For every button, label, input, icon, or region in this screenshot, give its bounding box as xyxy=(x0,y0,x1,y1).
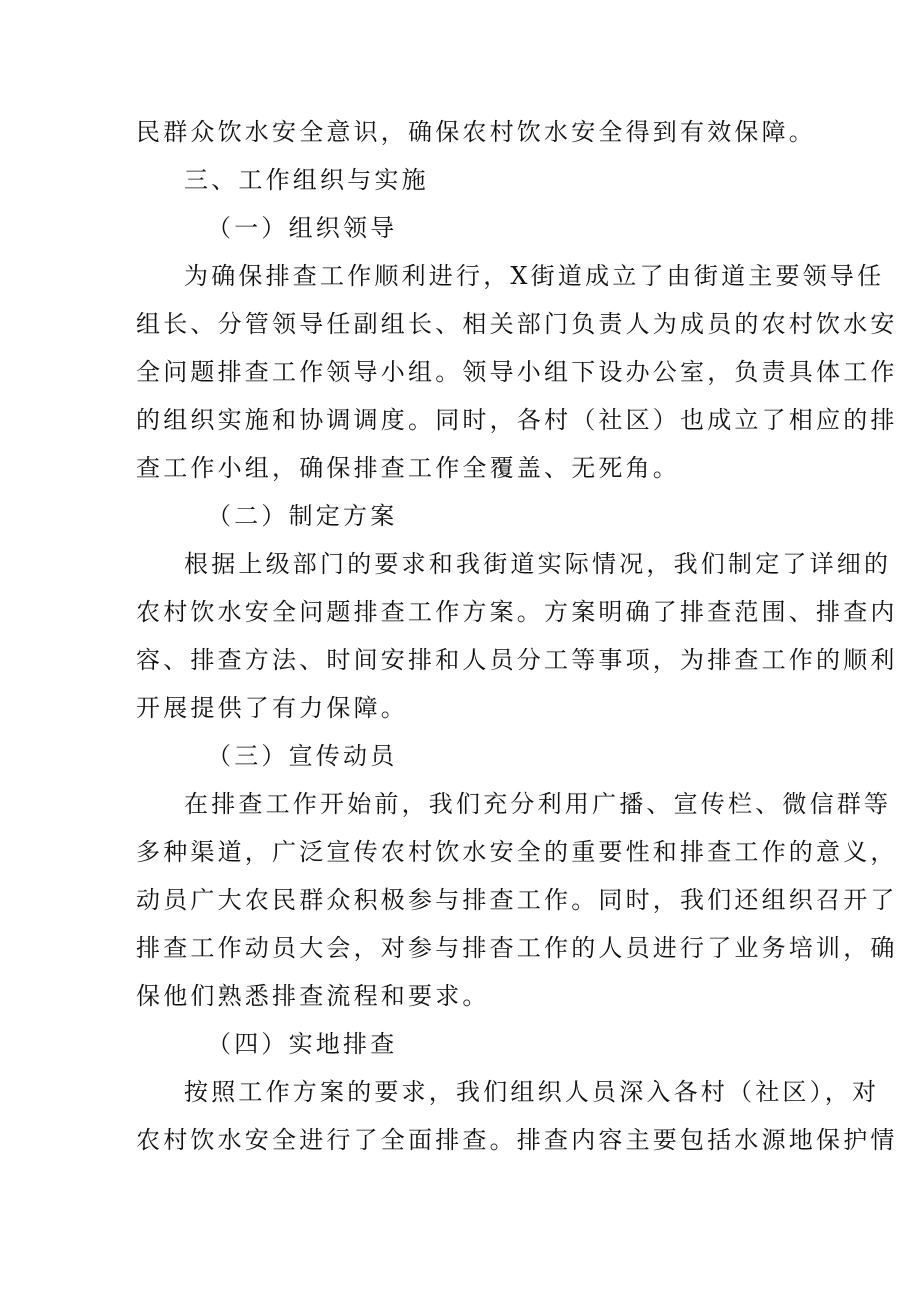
paragraph-line: 多种渠道，广泛宣传农村饮水安全的重要性和排查工作的意义， xyxy=(136,838,898,866)
paragraph-line: 农村饮水安全问题排查工作方案。方案明确了排查范围、排查内 xyxy=(136,598,898,626)
paragraph-line: 全问题排查工作领导小组。领导小组下设办公室，负责具体工作 xyxy=(136,358,898,386)
paragraph-line: 动员广大农民群众积极参与排查工作。同时，我们还组织召开了 xyxy=(136,886,898,914)
paragraph-line: 民群众饮水安全意识，确保农村饮水安全得到有效保障。 xyxy=(136,118,816,146)
subsection-heading: （一）组织领导 xyxy=(207,214,398,242)
paragraph-line: 开展提供了有力保障。 xyxy=(136,694,408,722)
paragraph-line: 为确保排查工作顺利进行，X街道成立了由街道主要领导任 xyxy=(184,262,885,290)
subsection-heading: （四）实地排查 xyxy=(207,1030,398,1058)
paragraph-line: 保他们熟悉排查流程和要求。 xyxy=(136,982,490,1010)
paragraph-line: 根据上级部门的要求和我街道实际情况，我们制定了详细的 xyxy=(184,550,892,578)
paragraph-line: 容、排查方法、时间安排和人员分工等事项，为排查工作的顺利 xyxy=(136,646,898,674)
paragraph-line: 的组织实施和协调调度。同时，各村（社区）也成立了相应的排 xyxy=(136,406,898,434)
paragraph-line: 农村饮水安全进行了全面排查。排查内容主要包括水源地保护情 xyxy=(136,1126,898,1154)
subsection-heading: （二）制定方案 xyxy=(207,502,398,530)
paragraph-line: 查工作小组，确保排查工作全覆盖、无死角。 xyxy=(136,454,680,482)
subsection-heading: （三）宣传动员 xyxy=(207,742,398,770)
paragraph-line: 按照工作方案的要求，我们组织人员深入各村（社区），对 xyxy=(184,1078,880,1106)
section-heading: 三、工作组织与实施 xyxy=(184,166,429,194)
paragraph-line: 在排查工作开始前，我们充分利用广播、宣传栏、微信群等 xyxy=(184,790,892,818)
paragraph-line: 排查工作动员大会，对参与排杳工作的人员进行了业务培训，确 xyxy=(136,934,898,962)
paragraph-line: 组长、分管领导任副组长、相关部门负责人为成员的农村饮水安 xyxy=(136,310,898,338)
